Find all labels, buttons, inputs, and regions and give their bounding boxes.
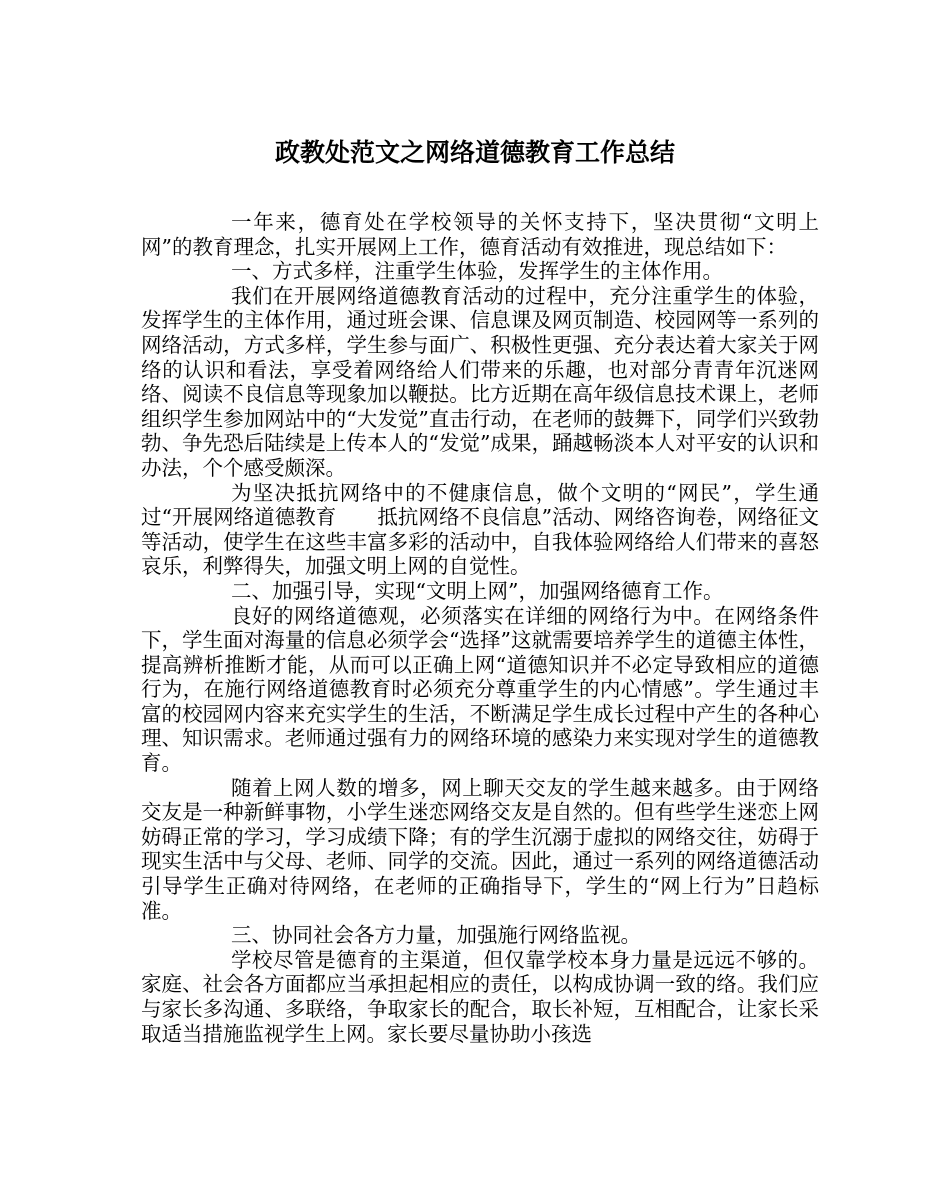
- body-paragraph: 随着上网人数的增多，网上聊天交友的学生越来越多。由于网络交友是一种新鲜事物，小学生迷恋网络交友是自然的。但有些学生迷恋上网妨碍正常的学习，学习成绩下降；有的学生沉溺于虚拟的网络交往，妨碍于现实生活中与父母、老师、同学的交流。因此，通过一系列的网络道德活动引导学生正确对待网络，在老师的正确指导下，学生的“网上行为”日趋标准。: [141, 775, 819, 923]
- document-body: [141, 210, 819, 1046]
- intro-paragraph: 一年来，德育处在学校领导的关怀支持下，坚决贯彻“文明上网”的教育理念，扎实开展网上工作，德育活动有效推进，现总结如下：: [141, 210, 819, 259]
- section-heading-2: 二、加强引导，实现“文明上网”，加强网络德育工作。: [231, 578, 724, 603]
- section-heading-1: 一、方式多样，注重学生体验，发挥学生的主体作用。: [231, 259, 723, 284]
- body-paragraph: 良好的网络道德观，必须落实在详细的网络行为中。在网络条件下，学生面对海量的信息必须学会“选择”这就需要培养学生的道德主体性，提高辨析推断才能，从而可以正确上网“道德知识并不必定导致相应的道德行为，在施行网络道德教育时必须充分尊重学生的内心情感”。学生通过丰富的校园网内容来充实学生的生活，不断满足学生成长过程中产生的各种心理、知识需求。老师通过强有力的网络环境的感染力来实现对学生的道德教育。: [141, 603, 819, 776]
- section-heading-3: 三、协同社会各方力量，加强施行网络监视。: [231, 923, 641, 948]
- body-paragraph: 学校尽管是德育的主渠道，但仅靠学校本身力量是远远不够的。家庭、社会各方面都应当承担起相应的责任，以构成协调一致的络。我们应与家长多沟通、多联络，争取家长的配合，取长补短，互相配合，让家长采取适当措施监视学生上网。家长要尽量协助小孩选: [141, 947, 819, 1046]
- document-title: 政教处范文之网络道德教育工作总结: [274, 138, 675, 167]
- body-paragraph: 为坚决抵抗网络中的不健康信息，做个文明的“网民”，学生通过“开展网络道德教育 抵抗网络不良信息”活动、网络咨询卷，网络征文等活动，使学生在这些丰富多彩的活动中，自我体验网络给人们带来的喜怒哀乐，利弊得失，加强文明上网的自觉性。: [141, 480, 819, 579]
- body-paragraph: 我们在开展网络道德教育活动的过程中，充分注重学生的体验，发挥学生的主体作用，通过班会课、信息课及网页制造、校园网等一系列的网络活动，方式多样，学生参与面广、积极性更强、充分表达着大家关于网络的认识和看法，享受着网络给人们带来的乐趣，也对部分青青年沉迷网络、阅读不良信息等现象加以鞭挞。比方近期在高年级信息技术课上，老师组织学生参加网站中的“大发觉”直击行动，在老师的鼓舞下，同学们兴致勃勃、争先恐后陆续是上传本人的“发觉”成果，踊越畅淡本人对平安的认识和办法，个个感受颇深。: [141, 283, 819, 480]
